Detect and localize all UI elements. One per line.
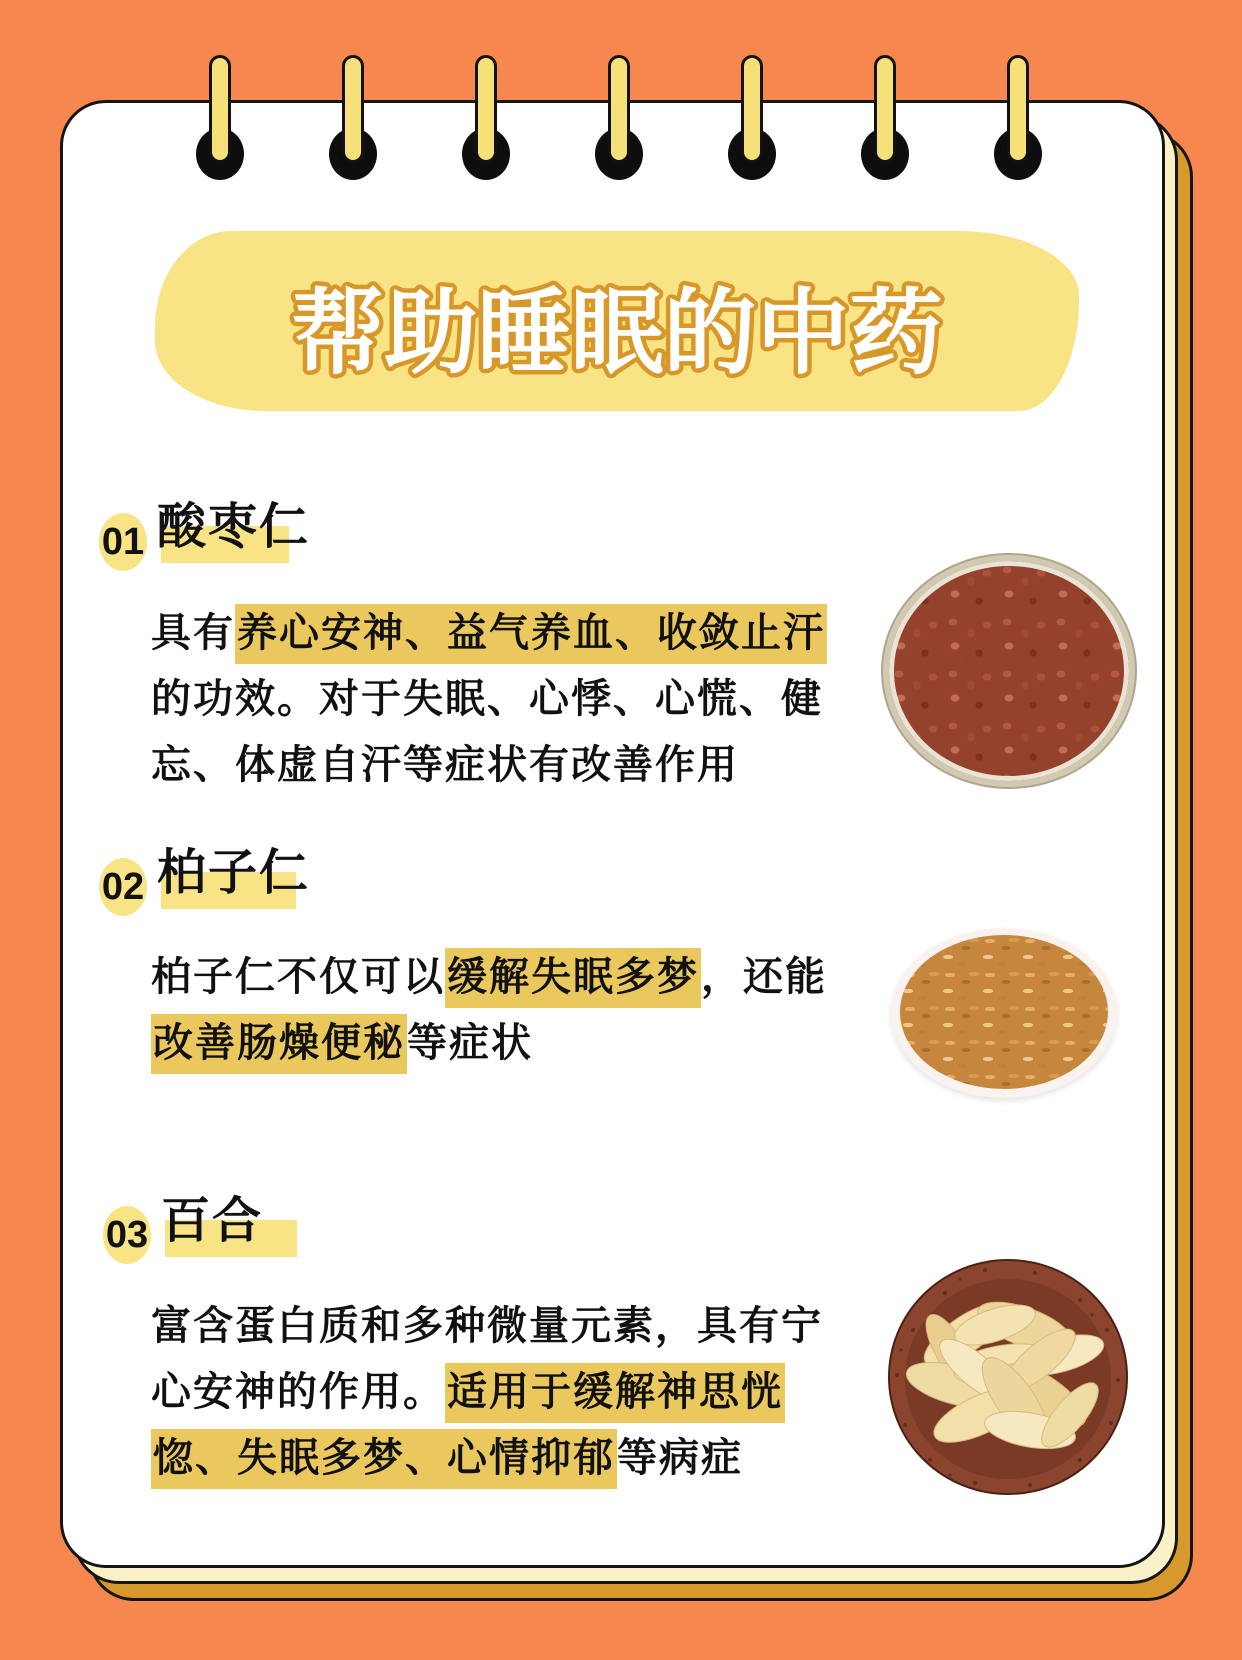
- body-text-segment: 富含蛋白质和多种微量元素，具有宁: [151, 1304, 823, 1348]
- highlighted-text-segment: 适用于缓解神思恍: [445, 1363, 785, 1423]
- heading-text: 百合: [161, 1194, 264, 1248]
- body-line: [151, 1367, 861, 1417]
- body-text-segment: 心安神的作用。: [151, 1370, 445, 1414]
- section-body-suanzaoren: [151, 608, 861, 806]
- body-line: [151, 952, 861, 1002]
- section-number-badge: [99, 513, 147, 571]
- section-body-baiziren: [151, 952, 861, 1084]
- clip-rod: [475, 55, 497, 163]
- heading-text: 酸枣仁: [157, 500, 311, 554]
- title-highlight-blob: [155, 231, 1079, 411]
- clip-rod: [342, 55, 364, 163]
- binder-clip-icon: [462, 55, 510, 185]
- binder-clip-icon: [595, 55, 643, 185]
- binder-clip-icon: [994, 55, 1042, 185]
- section-heading-baihe: [161, 1195, 263, 1259]
- body-line: [151, 1433, 861, 1483]
- binder-clip-icon: [728, 55, 776, 185]
- page-title-text: 帮助睡眠的中药: [291, 281, 943, 385]
- section-number-badge: [103, 1206, 151, 1264]
- body-line: [151, 1301, 861, 1351]
- binder-clip-icon: [861, 55, 909, 185]
- body-text-segment: 具有: [151, 611, 235, 655]
- heading-text: 柏子仁: [157, 846, 311, 900]
- section-number: 01: [101, 520, 145, 563]
- section-number: 02: [101, 865, 145, 908]
- body-line: [151, 674, 861, 724]
- suanzaoren-seeds-photo: [883, 555, 1135, 787]
- section-number: 03: [105, 1213, 149, 1256]
- highlighted-text-segment: 养心安神、益气养血、收敛止汗: [235, 604, 827, 664]
- clip-rod: [608, 55, 630, 163]
- section-body-baihe: [151, 1301, 861, 1499]
- baiziren-seed-mound: [900, 935, 1108, 1089]
- clip-rod: [741, 55, 763, 163]
- binder-clip-icon: [329, 55, 377, 185]
- body-line: [151, 608, 861, 658]
- body-line: [151, 1018, 861, 1068]
- section-heading-suanzaoren: [157, 501, 310, 565]
- clip-rod: [874, 55, 896, 163]
- notepad-card: [60, 100, 1165, 1568]
- clip-rod: [1007, 55, 1029, 163]
- page-title: [155, 231, 1079, 411]
- section-number-badge: [99, 858, 147, 916]
- baihe-petals-photo: [885, 1255, 1131, 1497]
- highlighted-text-segment: 改善肠燥便秘: [151, 1014, 407, 1074]
- section-heading-baiziren: [157, 847, 310, 911]
- body-text-segment: 柏子仁不仅可以: [151, 955, 445, 999]
- body-text-segment: 忘、体虚自汗等症状有改善作用: [151, 743, 739, 787]
- clip-rod: [209, 55, 231, 163]
- body-text-segment: 等病症: [617, 1436, 743, 1480]
- body-text-segment: 等症状: [407, 1021, 533, 1065]
- highlighted-text-segment: 惚、失眠多梦、心情抑郁: [151, 1429, 617, 1489]
- baiziren-seeds-photo: [891, 928, 1117, 1098]
- body-text-segment: ，还能: [701, 955, 827, 999]
- binder-clip-icon: [196, 55, 244, 185]
- body-line: [151, 740, 861, 790]
- highlighted-text-segment: 缓解失眠多梦: [445, 948, 701, 1008]
- body-text-segment: 的功效。对于失眠、心悸、心慌、健: [151, 677, 823, 721]
